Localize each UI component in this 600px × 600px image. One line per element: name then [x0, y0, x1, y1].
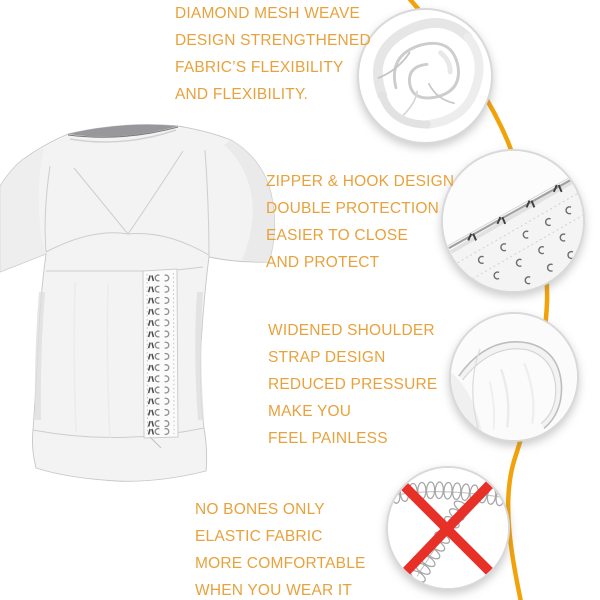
feature-line: ZIPPER & HOOK DESIGN	[266, 173, 455, 190]
feature-text-hook	[266, 168, 454, 276]
feature-line: EASIER TO CLOSE	[266, 227, 408, 244]
feature-text-bones	[195, 496, 366, 600]
fabric-swirl-image	[359, 10, 491, 142]
feature-line: NO BONES ONLY	[195, 501, 325, 518]
feature-line: MORE COMFORTABLE	[195, 555, 366, 572]
feature-line: MAKE YOU	[268, 403, 352, 420]
feature-line: DESIGN STRENGTHENED	[175, 32, 371, 49]
feature-text-shoulder	[268, 317, 437, 452]
detail-circle-shoulder-strap	[449, 312, 579, 442]
feature-line: WIDENED SHOULDER	[268, 322, 435, 339]
feature-line: AND PROTECT	[266, 254, 380, 271]
feature-line: FEEL PAINLESS	[268, 430, 388, 447]
feature-line: DOUBLE PROTECTION	[266, 200, 440, 217]
feature-line: REDUCED PRESSURE	[268, 376, 438, 393]
feature-line: AND FLEXIBILITY.	[175, 86, 308, 103]
feature-line: DIAMOND MESH WEAVE	[175, 5, 361, 22]
detail-circle-fabric-swirl	[357, 8, 493, 144]
shoulder-strap-image	[451, 314, 577, 440]
feature-line: WHEN YOU WEAR IT	[195, 582, 353, 599]
hook-eye-image	[443, 151, 583, 291]
no-bones-image	[388, 468, 508, 588]
feature-line: FABRIC’S FLEXIBILITY	[175, 59, 344, 76]
feature-line: STRAP DESIGN	[268, 349, 386, 366]
detail-circle-no-bones	[386, 466, 510, 590]
feature-line: ELASTIC FABRIC	[195, 528, 323, 545]
detail-circle-hook-eye	[441, 149, 585, 293]
feature-text-mesh	[175, 0, 371, 108]
